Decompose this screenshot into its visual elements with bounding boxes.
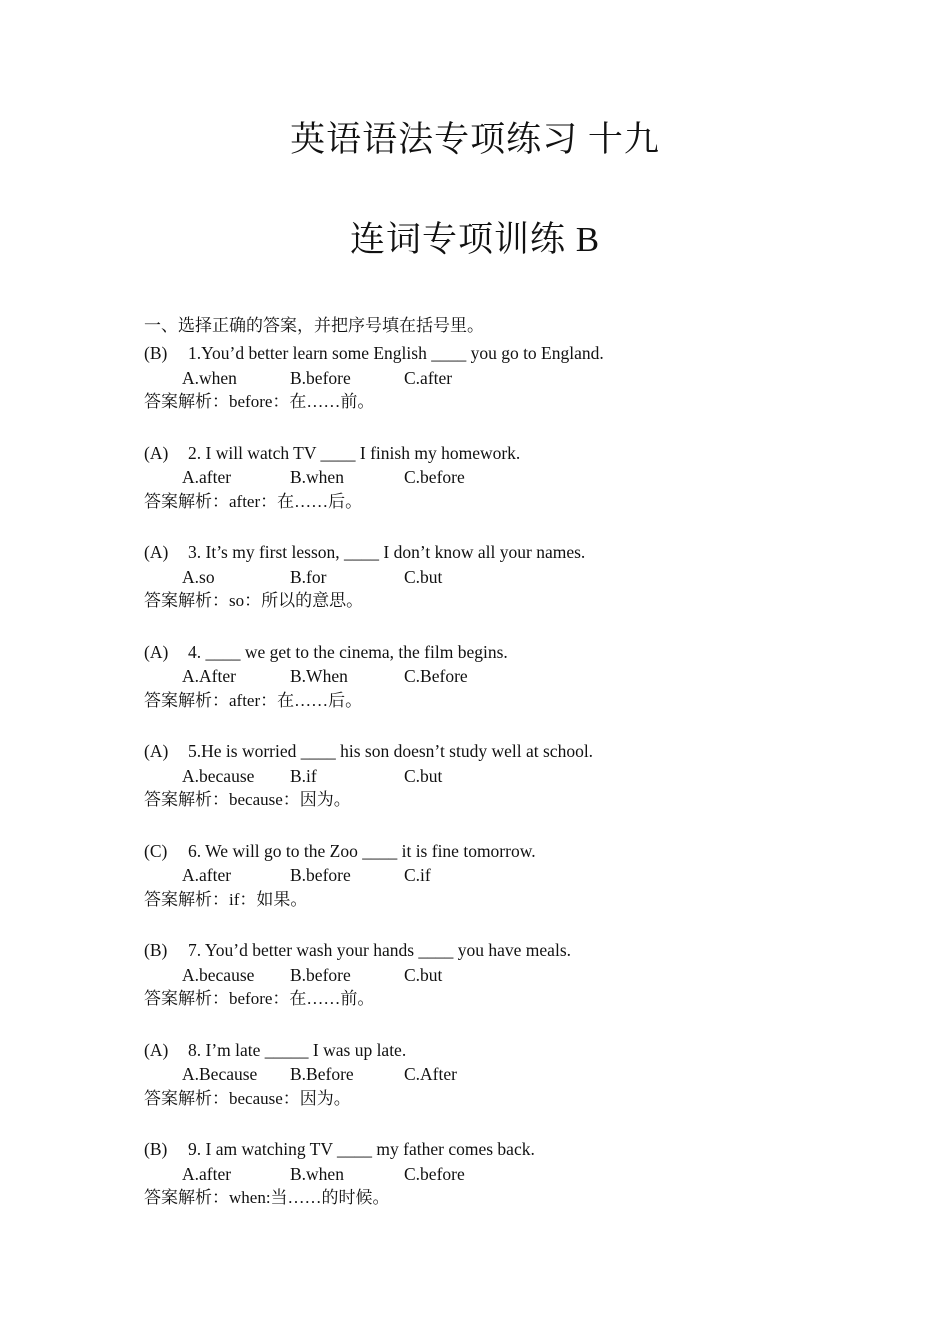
question-line	[144, 938, 864, 963]
question-text: 4. ____ we get to the cinema, the film begins.	[188, 641, 508, 662]
question-options	[144, 863, 864, 888]
option-b: B.if	[290, 765, 317, 786]
option-b: B.before	[290, 367, 351, 388]
question-answer: (C)	[144, 840, 168, 861]
question-line	[144, 839, 864, 864]
question-item	[144, 540, 864, 640]
option-a: A.so	[182, 566, 215, 587]
option-c: C.but	[404, 566, 443, 587]
option-c: C.Before	[404, 666, 468, 686]
question-item	[144, 1137, 864, 1237]
question-text: 2. I will watch TV ____ I finish my homework.	[188, 442, 521, 463]
answer-explanation: 答案解析：before：在……前。	[144, 392, 375, 411]
answer-explanation: 答案解析：after：在……后。	[144, 690, 363, 710]
option-b: B.When	[290, 666, 348, 686]
option-c: C.after	[404, 367, 453, 388]
answer-explanation: 答案解析：when:当……的时候。	[144, 1188, 390, 1207]
question-list	[144, 341, 864, 1237]
option-b: B.for	[290, 566, 327, 587]
question-answer: (B)	[144, 1139, 168, 1159]
question-item	[144, 341, 864, 441]
question-options	[144, 1162, 864, 1187]
option-a: A.Because	[182, 1064, 258, 1084]
question-answer: (B)	[144, 940, 168, 960]
question-item	[144, 1038, 864, 1138]
question-options	[144, 963, 864, 988]
question-line	[144, 1137, 864, 1162]
question-answer: (A)	[144, 741, 169, 761]
answer-explanation: 答案解析：before：在……前。	[144, 989, 375, 1008]
question-answer: (A)	[144, 641, 169, 662]
option-c: C.but	[404, 964, 443, 985]
answer-explanation: 答案解析：after：在……后。	[144, 491, 363, 511]
option-c: C.before	[404, 467, 465, 487]
question-text: 9. I am watching TV ____ my father comes back.	[188, 1139, 535, 1159]
answer-explanation: 答案解析：because：因为。	[144, 1088, 351, 1108]
question-text: 5.He is worried ____ his son doesn’t study well at school.	[188, 741, 594, 761]
question-line	[144, 441, 864, 466]
option-b: B.when	[290, 1163, 344, 1184]
question-line	[144, 341, 864, 366]
question-text: 7. You’d better wash your hands ____ you have meals.	[188, 940, 572, 960]
question-item	[144, 938, 864, 1038]
answer-explanation: 答案解析：if：如果。	[144, 889, 308, 909]
question-text: 1.You’d better learn some English ____ you go to England.	[188, 343, 604, 363]
option-a: A.After	[182, 666, 236, 686]
question-line	[144, 739, 864, 764]
question-text: 6. We will go to the Zoo ____ it is fine tomorrow.	[188, 840, 536, 861]
option-a: A.because	[182, 765, 255, 786]
option-b: B.when	[290, 467, 344, 487]
question-answer: (A)	[144, 442, 169, 463]
option-b: B.before	[290, 865, 351, 885]
page-title: 英语语法专项练习 十九	[290, 120, 660, 159]
question-line	[144, 640, 864, 665]
question-options	[144, 565, 864, 590]
page-subtitle: 连词专项训练 B	[349, 220, 601, 259]
option-a: A.because	[182, 964, 255, 985]
answer-explanation: 答案解析：so：所以的意思。	[144, 591, 364, 610]
question-item	[144, 739, 864, 839]
question-options	[144, 664, 864, 689]
option-a: A.after	[182, 1163, 232, 1184]
question-options	[144, 1062, 864, 1087]
option-a: A.after	[182, 865, 232, 885]
section-instruction: 一、选择正确的答案，并把序号填在括号里。	[144, 316, 484, 335]
question-options	[144, 465, 864, 490]
question-item	[144, 441, 864, 541]
option-c: C.if	[404, 865, 431, 885]
question-text: 8. I’m late _____ I was up late.	[188, 1039, 407, 1060]
question-line	[144, 540, 864, 565]
option-c: C.After	[404, 1064, 457, 1084]
question-options	[144, 764, 864, 789]
question-answer: (B)	[144, 343, 168, 363]
question-answer: (A)	[144, 542, 169, 562]
question-options	[144, 366, 864, 391]
option-a: A.after	[182, 467, 232, 487]
question-answer: (A)	[144, 1039, 169, 1060]
option-c: C.but	[404, 765, 443, 786]
question-line	[144, 1038, 864, 1063]
option-b: B.before	[290, 964, 351, 985]
question-text: 3. It’s my first lesson, ____ I don’t know all your names.	[188, 542, 586, 562]
option-a: A.when	[182, 367, 237, 388]
answer-explanation: 答案解析：because：因为。	[144, 790, 351, 809]
question-item	[144, 839, 864, 939]
option-c: C.before	[404, 1163, 465, 1184]
option-b: B.Before	[290, 1064, 354, 1084]
question-item	[144, 640, 864, 740]
